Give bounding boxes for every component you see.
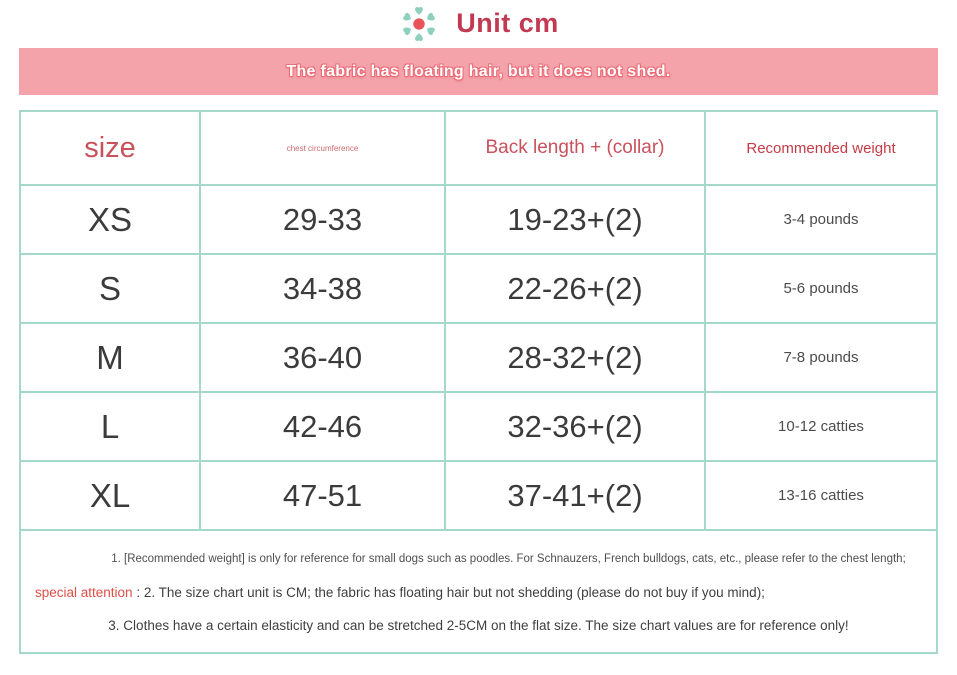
- back-value: 28-32+(2): [444, 324, 704, 391]
- note-2: [35, 585, 922, 601]
- table-row-xs: [21, 186, 936, 255]
- fabric-notice-text: The fabric has floating hair, but it does not shed.: [286, 62, 671, 80]
- special-attention-separator: :: [132, 584, 144, 600]
- size-value: XS: [87, 200, 133, 238]
- fabric-notice-banner: [19, 48, 938, 95]
- column-header-chest-circumference: chest circumference: [199, 112, 444, 184]
- size-value: L: [100, 407, 120, 445]
- back-value: 32-36+(2): [444, 393, 704, 460]
- table-header-row: [21, 112, 936, 186]
- chest-value: 36-40: [199, 324, 444, 391]
- flower-icon: [398, 3, 440, 45]
- notes-section: [21, 529, 936, 652]
- back-value: 22-26+(2): [444, 255, 704, 322]
- chest-value: 29-33: [199, 186, 444, 253]
- weight-value: 5-6 pounds: [704, 255, 936, 322]
- page-title: Unit cm: [456, 7, 559, 38]
- table-row-xl: [21, 462, 936, 529]
- note-1: 1. [Recommended weight] is only for reference for small dogs such as poodles. For Schnauzers, French bulldogs, cats, etc., please refer to the chest length;: [111, 553, 906, 565]
- column-header-recommended-weight: Recommended weight: [704, 112, 936, 184]
- note-2-text: 2. The size chart unit is CM; the fabric has floating hair but not shedding (please do not buy if you mind);: [143, 584, 765, 600]
- chest-value: 47-51: [199, 462, 444, 529]
- size-value: XL: [89, 476, 131, 514]
- back-value: 37-41+(2): [444, 462, 704, 529]
- special-attention-label: special attention: [35, 584, 133, 600]
- weight-value: 10-12 catties: [704, 393, 936, 460]
- chest-value: 42-46: [199, 393, 444, 460]
- chest-value: 34-38: [199, 255, 444, 322]
- note-3: 3. Clothes have a certain elasticity and can be stretched 2-5CM on the flat size. The size chart values are for reference only!: [108, 617, 849, 633]
- weight-value: 7-8 pounds: [704, 324, 936, 391]
- size-value: S: [98, 269, 121, 307]
- weight-value: 3-4 pounds: [704, 186, 936, 253]
- column-header-back-length: Back length + (collar): [444, 112, 704, 184]
- size-chart-table: [19, 110, 938, 654]
- size-value: M: [96, 338, 124, 376]
- back-value: 19-23+(2): [444, 186, 704, 253]
- title-bar: [0, 0, 957, 46]
- table-row-m: [21, 324, 936, 393]
- table-row-l: [21, 393, 936, 462]
- weight-value: 13-16 catties: [704, 462, 936, 529]
- column-header-size: size: [84, 131, 136, 164]
- table-row-s: [21, 255, 936, 324]
